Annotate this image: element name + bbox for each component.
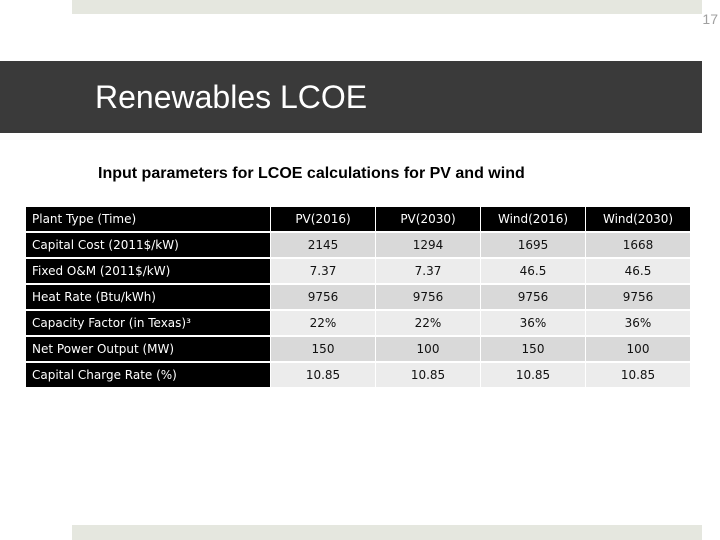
table-cell: 9756 — [585, 285, 690, 311]
slide-title: Renewables LCOE — [95, 79, 368, 115]
table-cell: 46.5 — [585, 259, 690, 285]
header-plant-type: Plant Type (Time) — [26, 207, 270, 233]
table-cell: 1695 — [480, 233, 585, 259]
row-label: Net Power Output (MW) — [26, 337, 270, 363]
header-wind-2030: Wind(2030) — [585, 207, 690, 233]
header-wind-2016: Wind(2016) — [480, 207, 585, 233]
header-pv-2030: PV(2030) — [375, 207, 480, 233]
table-cell: 10.85 — [480, 363, 585, 389]
table-row — [26, 259, 690, 285]
top-decorative-bar — [72, 0, 702, 14]
table-row — [26, 311, 690, 337]
table-cell: 150 — [480, 337, 585, 363]
table-cell: 1668 — [585, 233, 690, 259]
table-cell: 36% — [585, 311, 690, 337]
table-row — [26, 337, 690, 363]
table-row — [26, 233, 690, 259]
table-cell: 22% — [375, 311, 480, 337]
table-cell: 9756 — [270, 285, 375, 311]
table-cell: 36% — [480, 311, 585, 337]
table-cell: 9756 — [480, 285, 585, 311]
table-cell: 46.5 — [480, 259, 585, 285]
row-label: Heat Rate (Btu/kWh) — [26, 285, 270, 311]
row-label: Fixed O&M (2011$/kW) — [26, 259, 270, 285]
table-row — [26, 363, 690, 389]
row-label: Capital Charge Rate (%) — [26, 363, 270, 389]
row-label: Capital Cost (2011$/kW) — [26, 233, 270, 259]
table-cell: 10.85 — [585, 363, 690, 389]
table-cell: 100 — [375, 337, 480, 363]
table-caption: Input parameters for LCOE calculations for PV and wind — [98, 165, 525, 182]
page-number: 17 — [702, 11, 718, 27]
table-cell: 7.37 — [375, 259, 480, 285]
table-cell: 1294 — [375, 233, 480, 259]
table-cell: 2145 — [270, 233, 375, 259]
lcoe-parameters-table — [26, 207, 690, 389]
table-cell: 10.85 — [270, 363, 375, 389]
table-cell: 7.37 — [270, 259, 375, 285]
header-pv-2016: PV(2016) — [270, 207, 375, 233]
table-cell: 150 — [270, 337, 375, 363]
table-cell: 9756 — [375, 285, 480, 311]
table-cell: 10.85 — [375, 363, 480, 389]
table-header-row — [26, 207, 690, 233]
table-cell: 100 — [585, 337, 690, 363]
table-cell: 22% — [270, 311, 375, 337]
row-label: Capacity Factor (in Texas)³ — [26, 311, 270, 337]
table-row — [26, 285, 690, 311]
bottom-decorative-bar — [72, 525, 702, 540]
